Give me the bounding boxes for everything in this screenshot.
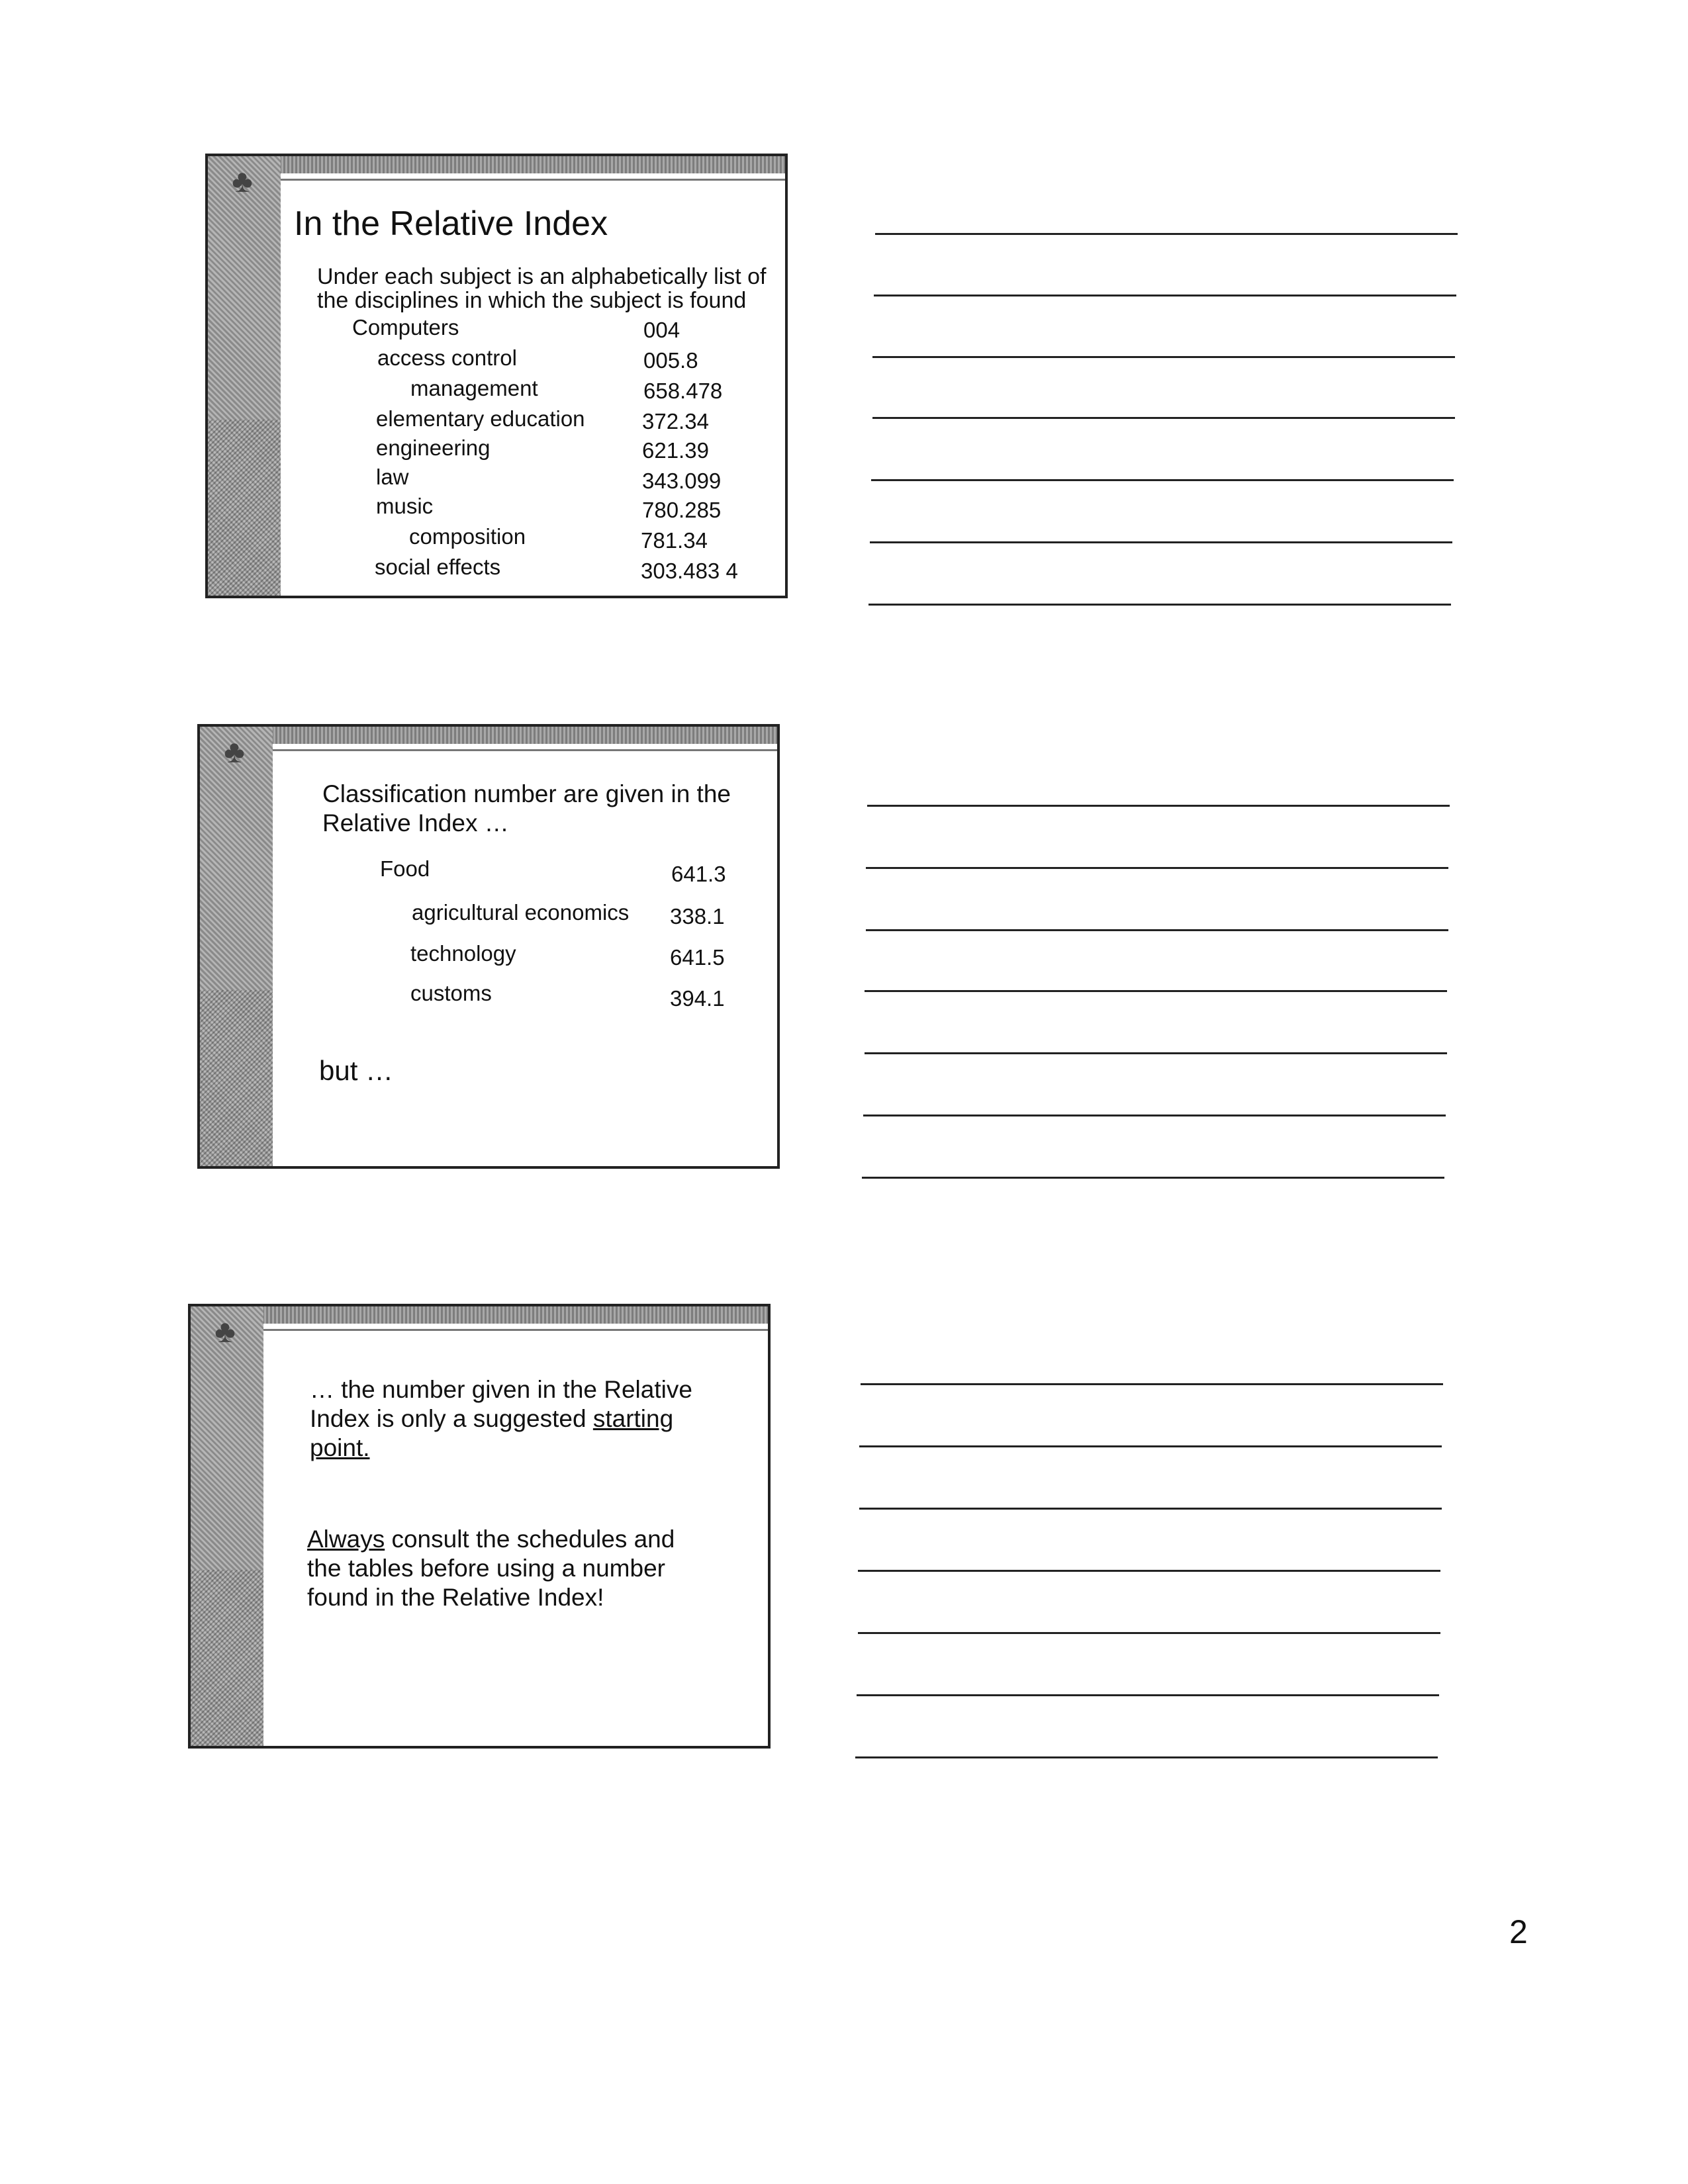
note-line <box>862 1177 1444 1179</box>
index-number: 338.1 <box>670 904 725 929</box>
index-term: agricultural economics <box>412 900 630 925</box>
note-line <box>859 1445 1442 1447</box>
note-line <box>874 295 1456 296</box>
index-number: 372.34 <box>642 409 709 433</box>
index-term: customs <box>410 981 492 1005</box>
tree-emblem-icon: ♣ <box>224 735 245 770</box>
note-line <box>865 1052 1447 1054</box>
slide-2 <box>197 724 780 1169</box>
index-number: 303.483 4 <box>641 559 738 583</box>
note-line <box>865 990 1447 992</box>
note-line <box>872 356 1455 358</box>
index-number: 780.285 <box>642 498 722 522</box>
closing-text: but … <box>319 1055 394 1086</box>
index-number: 781.34 <box>641 528 708 553</box>
index-term: social effects <box>375 555 501 579</box>
intro-line: the disciplines in which the subject is found <box>317 288 747 313</box>
index-term: music <box>376 494 434 518</box>
paragraph-line: the tables before using a number <box>307 1555 665 1582</box>
intro-line: Relative Index … <box>322 809 509 837</box>
index-term: elementary education <box>376 406 585 431</box>
index-number: 394.1 <box>670 986 725 1011</box>
note-line <box>872 417 1455 419</box>
paragraph-line <box>307 1526 675 1553</box>
note-line <box>859 1508 1442 1510</box>
index-term: Food <box>380 856 430 881</box>
tree-emblem-icon: ♣ <box>232 164 253 199</box>
intro-line: Classification number are given in the <box>322 780 731 807</box>
index-number: 641.5 <box>670 945 725 970</box>
slide-title: In the Relative Index <box>294 205 608 243</box>
note-line <box>866 867 1448 869</box>
page-number: 2 <box>1509 1913 1528 1950</box>
index-number: 004 <box>643 318 680 342</box>
note-line <box>867 805 1450 807</box>
note-line <box>858 1570 1440 1572</box>
index-number: 343.099 <box>642 469 722 493</box>
paragraph-line <box>310 1406 673 1432</box>
note-line <box>871 479 1454 481</box>
emphasis-always: Always <box>307 1525 385 1553</box>
slide-1 <box>205 154 788 598</box>
note-line <box>863 1115 1446 1116</box>
paragraph-line: … the number given in the Relative <box>310 1376 692 1403</box>
note-line <box>875 233 1458 235</box>
index-number: 641.3 <box>671 862 726 886</box>
index-number: 005.8 <box>643 348 698 373</box>
paragraph-text: Index is only a suggested <box>310 1405 593 1432</box>
emphasis-starting: starting <box>592 1405 674 1432</box>
index-term: access control <box>377 345 517 370</box>
paragraph-line: found in the Relative Index! <box>307 1584 604 1611</box>
slide-3 <box>188 1304 771 1749</box>
intro-line: Under each subject is an alphabetically list of <box>317 264 767 289</box>
index-term: management <box>410 376 538 400</box>
index-term: law <box>376 465 409 489</box>
note-line <box>858 1632 1440 1634</box>
tree-emblem-icon: ♣ <box>214 1314 236 1349</box>
paragraph-text: consult the schedules and <box>385 1525 675 1553</box>
emphasis-point: point. <box>310 1434 370 1461</box>
index-number: 658.478 <box>643 379 723 403</box>
note-line <box>870 541 1452 543</box>
note-line <box>868 604 1451 606</box>
index-term: Computers <box>352 315 459 340</box>
note-line <box>861 1383 1443 1385</box>
index-term: engineering <box>376 435 491 460</box>
index-term: composition <box>409 524 526 549</box>
index-number: 621.39 <box>642 438 709 463</box>
note-line <box>866 929 1448 931</box>
note-line <box>857 1694 1439 1696</box>
index-term: technology <box>410 941 516 966</box>
note-line <box>855 1756 1438 1758</box>
